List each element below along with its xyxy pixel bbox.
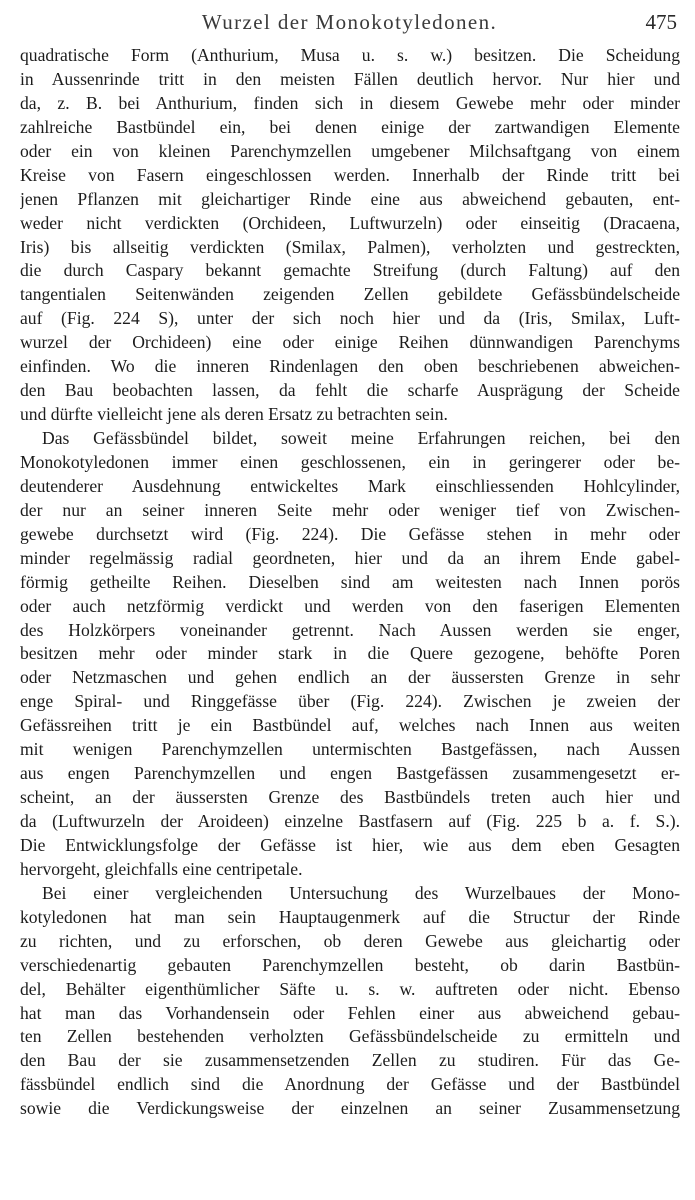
text-line: der nur an seiner inneren Seite mehr oder weniger tief von Zwischen- bbox=[20, 499, 680, 520]
text-line: Gefässreihen tritt je ein Bastbündel auf, welches nach Innen aus weiten bbox=[20, 715, 680, 736]
text-line: Iris) bis allseitig verdickten (Smilax, Palmen), verholzten und gestreckten, bbox=[20, 236, 680, 257]
text-line: scheint, an der äussersten Grenze des Bastbündels treten auch hier und bbox=[20, 787, 680, 808]
text-line: enge Spiral- und Ringgefässe über (Fig. 224). Zwischen je zweien der bbox=[20, 691, 680, 712]
text-line: einfinden. Wo die inneren Rindenlagen den oben beschriebenen abweichen- bbox=[20, 356, 680, 377]
text-line: den Bau der sie zusammensetzenden Zellen zu studiren. Für das Ge- bbox=[20, 1050, 680, 1071]
text-line: mit wenigen Parenchymzellen untermischten Bastgefässen, nach Aussen bbox=[20, 739, 680, 760]
text-line: des Holzkörpers voneinander getrennt. Nach Aussen werden sie enger, bbox=[20, 619, 680, 640]
text-line: in Aussenrinde tritt in den meisten Fällen deutlich hervor. Nur hier und bbox=[20, 68, 680, 89]
text-line: fässbündel endlich sind die Anordnung der Gefässe und der Bastbündel bbox=[20, 1074, 680, 1095]
text-line: hat man das Vorhandensein oder Fehlen einer aus abweichend gebau- bbox=[20, 1002, 680, 1023]
text-line: verschiedenartig gebauten Parenchymzellen besteht, ob darin Bastbün- bbox=[20, 954, 680, 975]
text-line: auf (Fig. 224 S), unter der sich noch hier und da (Iris, Smilax, Luft- bbox=[20, 308, 680, 329]
text-line: jenen Pflanzen mit gleichartiger Rinde eine aus abweichend gebauten, ent- bbox=[20, 188, 680, 209]
text-line: Kreise von Fasern eingeschlossen werden. Innerhalb der Rinde tritt bei bbox=[20, 164, 680, 185]
text-line: deutenderer Ausdehnung entwickeltes Mark einschliessenden Hohlcylinder, bbox=[20, 475, 680, 496]
text-line: besitzen mehr oder minder stark in die Quere gezogene, behöfte Poren bbox=[20, 643, 680, 664]
text-line: oder Netzmaschen und gehen endlich an der äussersten Grenze in sehr bbox=[20, 667, 680, 688]
text-line: den Bau beobachten lassen, da fehlt die scharfe Ausprägung der Scheide bbox=[20, 380, 680, 401]
running-title: Wurzel der Monokotyledonen. bbox=[201, 10, 498, 34]
text-line: zahlreiche Bastbündel ein, bei denen einige der zartwandigen Elemente bbox=[20, 116, 680, 137]
text-line: sowie die Verdickungsweise der einzelnen an seiner Zusammensetzung bbox=[20, 1098, 680, 1119]
text-line: Die Entwicklungsfolge der Gefässe ist hier, wie aus dem eben Gesagten bbox=[20, 834, 680, 855]
text-line: zu richten, und zu erforschen, ob deren Gewebe aus gleichartig oder bbox=[20, 930, 680, 951]
text-line: minder regelmässig radial geordneten, hier und da an ihrem Ende gabel- bbox=[20, 547, 680, 568]
text-line: aus engen Parenchymzellen und engen Bastgefässen zusammengesetzt er- bbox=[20, 763, 680, 784]
body-text bbox=[20, 44, 680, 1121]
text-line: del, Behälter eigenthümlicher Säfte u. s. w. auftreten oder nicht. Ebenso bbox=[20, 978, 680, 999]
text-line: oder auch netzförmig verdickt und werden von den faserigen Elementen bbox=[20, 595, 680, 616]
text-line: oder ein von kleinen Parenchymzellen umgebener Milchsaftgang von einem bbox=[20, 140, 680, 161]
text-line: die durch Caspary bekannt gemachte Streifung (durch Faltung) auf den bbox=[20, 260, 680, 281]
text-line: Monokotyledonen immer einen geschlossenen, ein in geringerer oder be- bbox=[20, 451, 680, 472]
text-line: weder nicht verdickten (Orchideen, Luftwurzeln) oder einseitig (Dracaena, bbox=[20, 212, 680, 233]
text-line: förmig getheilte Reihen. Dieselben sind am weitesten nach Innen porös bbox=[20, 571, 680, 592]
text-line: kotyledonen hat man sein Hauptaugenmerk auf die Structur der Rinde bbox=[20, 906, 680, 927]
page-header bbox=[22, 4, 677, 40]
text-line: quadratische Form (Anthurium, Musa u. s. w.) besitzen. Die Scheidung bbox=[20, 45, 680, 65]
text-line: ten Zellen bestehenden verholzten Gefässbündelscheide zu ermitteln und bbox=[20, 1026, 680, 1047]
text-line: Bei einer vergleichenden Untersuchung des Wurzelbaues der Mono- bbox=[42, 882, 680, 903]
text-line: und dürfte vielleicht jene als deren Ersatz zu betrachten sein. bbox=[20, 404, 448, 425]
text-line: hervorgeht, gleichfalls eine centripetale. bbox=[20, 858, 303, 879]
page-number: 475 bbox=[645, 10, 677, 34]
text-line: da, z. B. bei Anthurium, finden sich in diesem Gewebe mehr oder minder bbox=[20, 92, 680, 113]
text-line: tangentialen Seitenwänden zeigenden Zellen gebildete Gefässbündelscheide bbox=[20, 284, 680, 305]
text-line: Das Gefässbündel bildet, soweit meine Erfahrungen reichen, bei den bbox=[42, 428, 680, 448]
text-line: wurzel der Orchideen) eine oder einige Reihen dünnwandigen Parenchyms bbox=[20, 332, 680, 353]
text-line: gewebe durchsetzt wird (Fig. 224). Die Gefässe stehen in mehr oder bbox=[20, 523, 680, 544]
text-line: da (Luftwurzeln der Aroideen) einzelne Bastfasern auf (Fig. 225 b a. f. S.). bbox=[20, 811, 680, 831]
